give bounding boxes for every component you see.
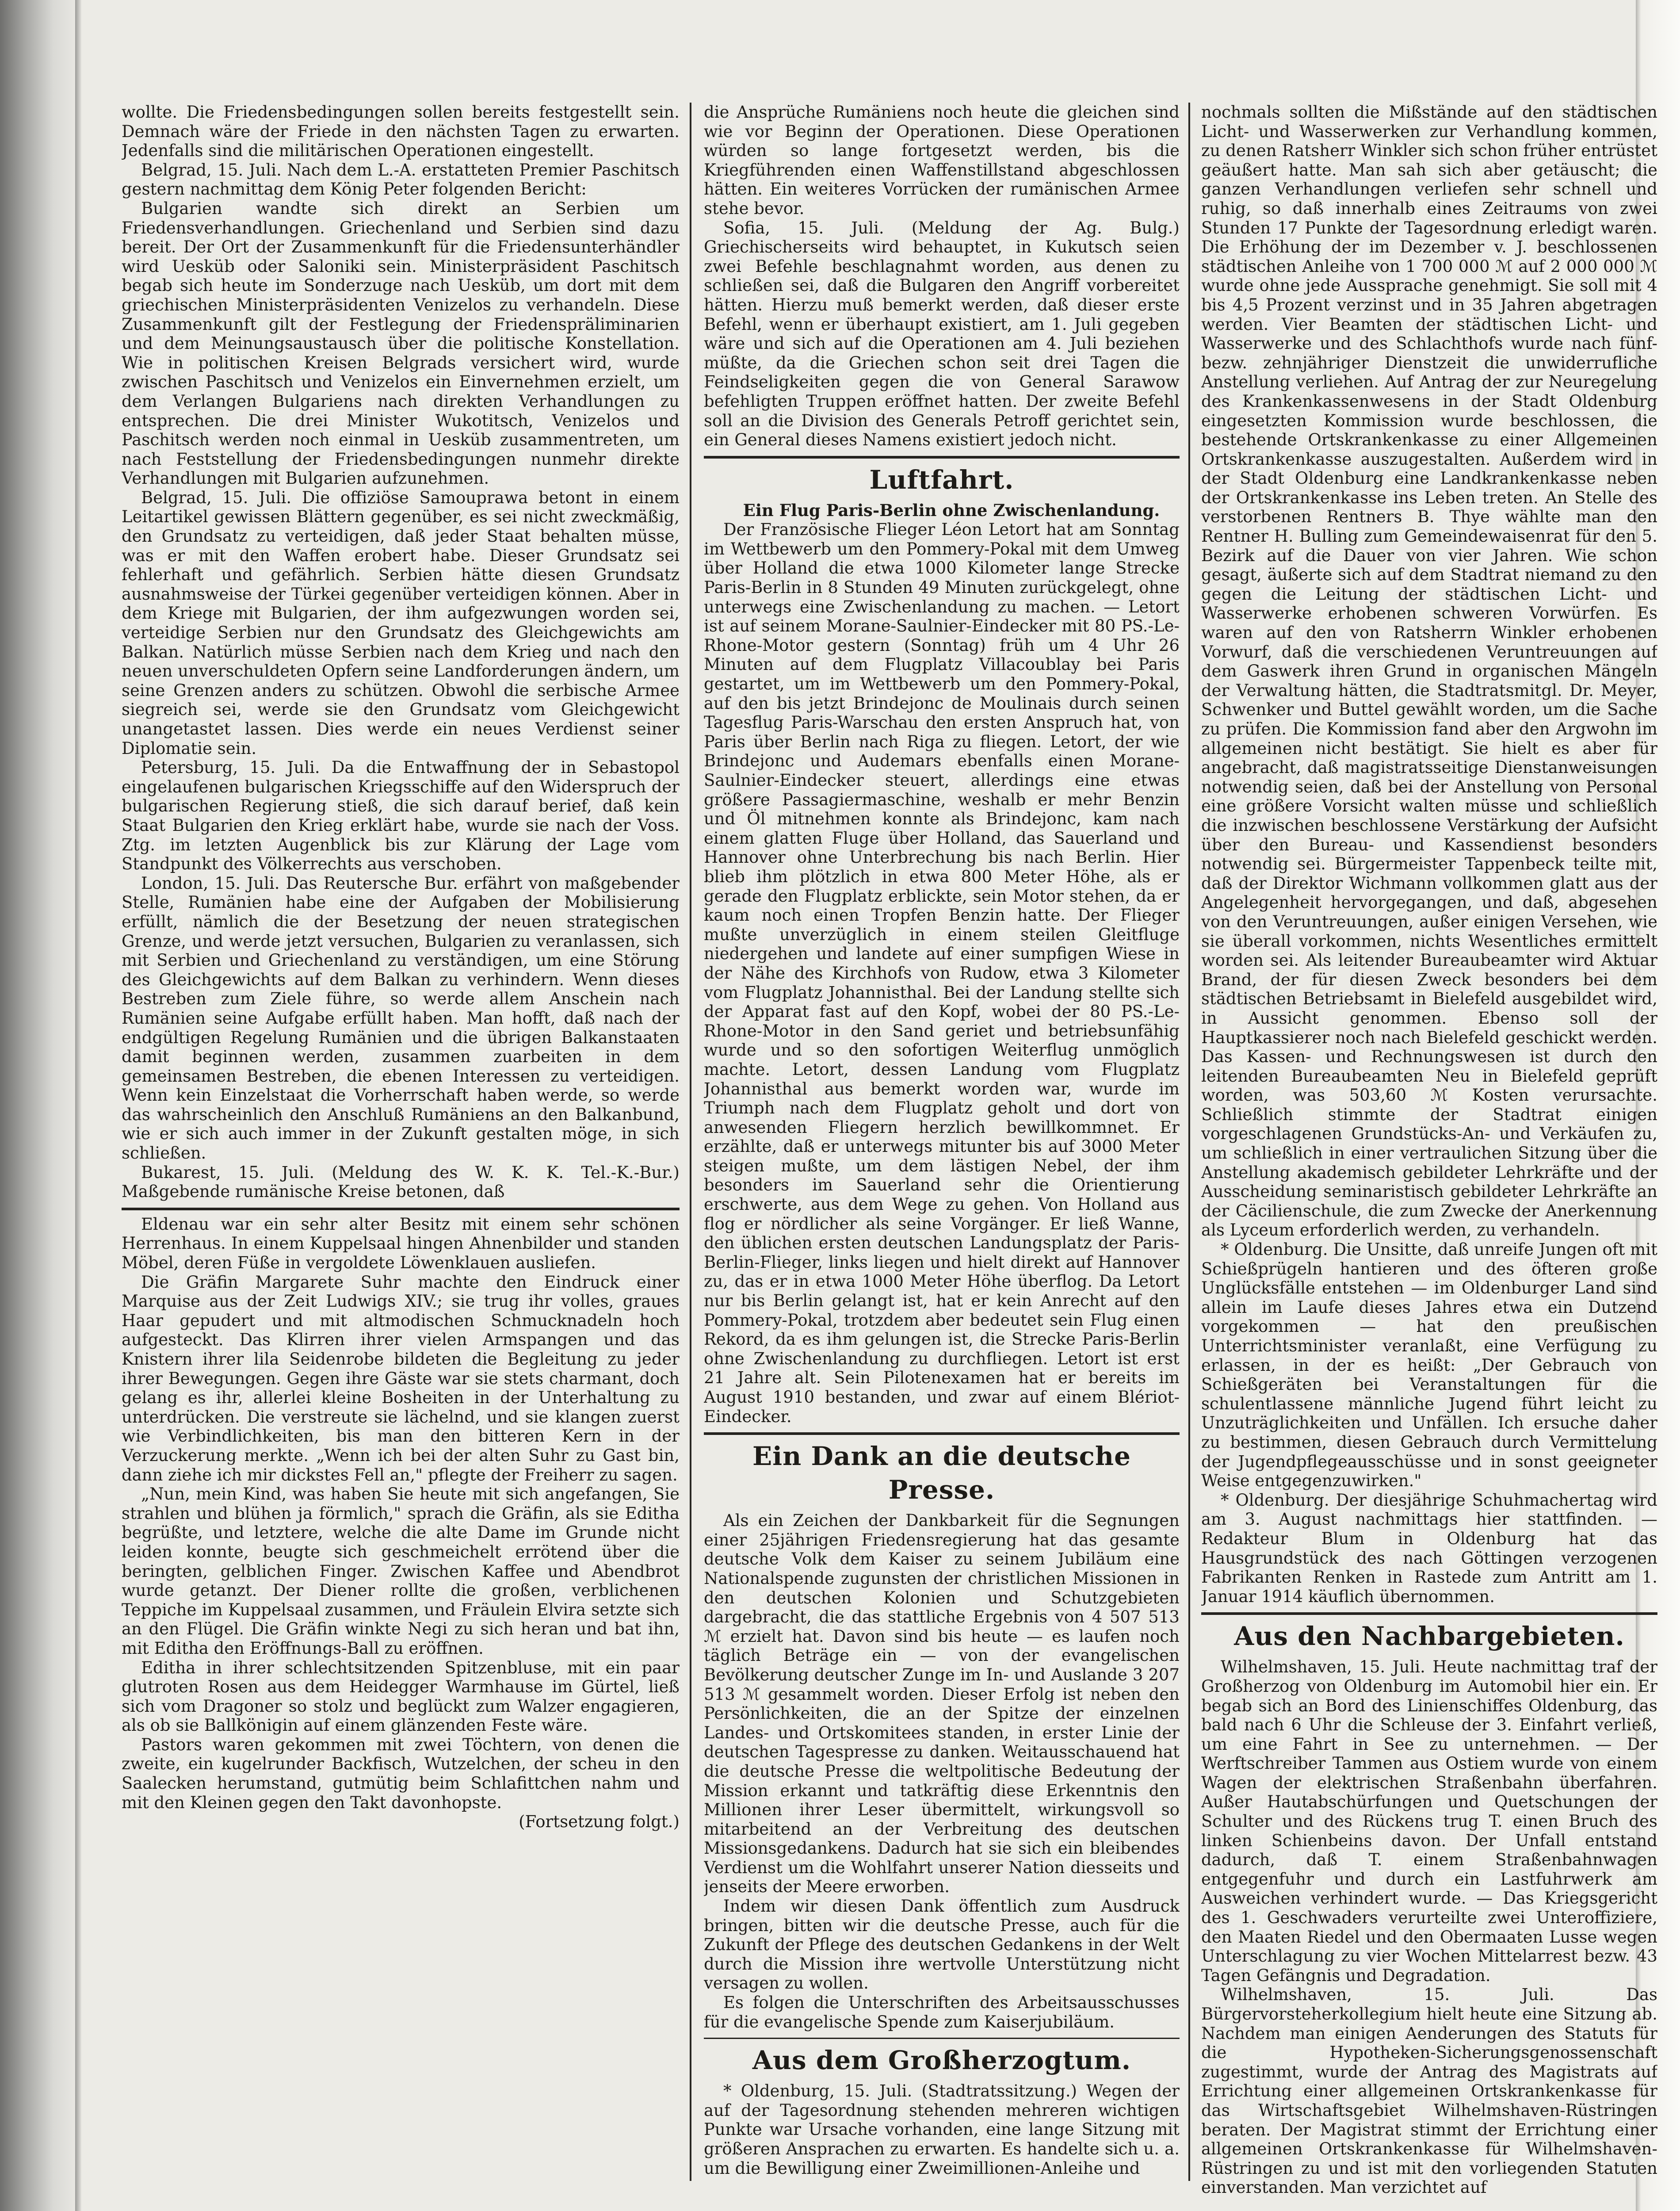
page-edge-shadow [75,0,81,2211]
paragraph: Bukarest, 15. Juli. (Meldung des W. K. K. Tel.-K.-Bur.) Maßgebende rumänische Kreise betonen, daß [122,1163,680,1201]
column-rule-left [690,103,691,2181]
column-3 [1201,103,1657,2211]
continued-note: (Fortsetzung folgt.) [519,1812,680,1832]
paragraph: Sofia, 15. Juli. (Meldung der Ag. Bulg.) Griechischerseits wird behauptet, in Kukutsch seien zwei Befehle beschlagnahmt worden, aus denen zu schließen sei, daß die Bulgaren den Angriff vorbereitet hätten. Hierzu muß bemerkt werden, daß dieser erste Befehl, wenn er überhaupt existiert, am 1. Juli gegeben wäre und sich auf die Operationen am 4. Juli beziehen müßte, da die Griechen schon seit drei Tagen die Feindseligkeiten gegen die von General Sarawow befehligten Truppen eröffnet hatten. Der zweite Befehl soll an die Division des Generals Petroff gerichtet sein, ein General dieses Namens existiert jedoch nicht. [704,218,1180,450]
section-heading-luftfahrt: Luftfahrt. [869,464,1014,495]
paragraph: die Ansprüche Rumäniens noch heute die gleichen sind wie vor Beginn der Operationen. Diese Operationen würden so lange fortgesetzt werden, bis die Kriegführenden einen Waffenstillstand abgeschlossen hätten. Ein weiteres Vorrücken der rumänischen Armee stehe bevor. [704,103,1180,218]
paragraph: Es folgen die Unterschriften des Arbeitsausschusses für die evangelische Spende zum Kaiserjubiläum. [704,1993,1180,2031]
paragraph: Als ein Zeichen der Dankbarkeit für die Segnungen einer 25jährigen Friedensregierung hat das gesamte deutsche Volk dem Kaiser zu seinem Jubiläum eine Nationalspende zugunsten der christlichen Missionen in den deutschen Kolonien und Schutzgebieten dargebracht, die das stattliche Ergebnis von 4 507 513 ℳ erzielt hat. Davon sind bis heute — es laufen noch täglich Beträge ein — von der evangelischen Bevölkerung deutscher Zunge im In- und Auslande 3 207 513 ℳ gesammelt worden. Dieser Erfolg ist neben den Persönlichkeiten, die an der Spitze der einzelnen Landes- und Ortskomitees standen, in erster Linie der deutschen Tagespresse zu danken. Weitausschauend hat die deutsche Presse die weltpolitische Bedeutung der Mission erkannt und tatkräftig diese Erkenntnis den Millionen ihrer Leser übermittelt, wirkungsvoll so mitarbeitend an der Verbreitung des deutschen Missionsgedankens. Dadurch hat sie sich ein bleibendes Verdienst um die Wohlfahrt unserer Nation diesseits und jenseits der Meere erworben. [704,1511,1180,1897]
section-divider [1201,1612,1657,1615]
section-heading-grossherzogtum: Aus dem Großherzogtum. [752,2045,1131,2076]
paragraph: Belgrad, 15. Juli. Die offiziöse Samouprawa betont in einem Leitartikel gewissen Blättern gegenüber, es sei nicht zweckmäßig, den Grundsatz zu verteidigen, daß jeder Staat behalten müsse, was er mit den Waffen erobert habe. Dieser Grundsatz sei fehlerhaft und gefährlich. Serbien hätte diesen Grundsatz ausnahmsweise der Türkei gegenüber verteidigen können. Aber in dem Kriege mit Bulgarien, der ihm aufgezwungen worden sei, verteidige Serbien nur den Grundsatz des Gleichgewichts am Balkan. Natürlich müsse Serbien nach dem Krieg und nach den neuen unverschuldeten Opfern seine Landforderungen ändern, um seine Grenzen anders zu schützen. Obwohl die serbische Armee siegreich sei, werde sie den Grundsatz vom Gleichgewicht unangetastet lassen. Dies werde ein neues Verdienst seiner Diplomatie sein. [122,488,680,758]
paragraph: Bulgarien wandte sich direkt an Serbien um Friedensverhandlungen. Griechenland und Serbien sind dazu bereit. Der Ort der Zusammenkunft für die Friedensunterhändler wird Uesküb oder Saloniki sein. Ministerpräsident Paschitsch begab sich heute im Sonderzuge nach Uesküb, um dort mit dem griechischen Ministerpräsidenten Venizelos zu verhandeln. Diese Zusammenkunft gilt der Festlegung der Friedenspräliminarien und dem Meinungsaustausch über die politische Konstellation. Wie in politischen Kreisen Belgrads versichert wird, wurde zwischen Paschitsch und Venizelos ein Einvernehmen erzielt, um dem Verlangen Bulgariens nach direkten Verhandlungen zu entsprechen. Die drei Minister Wukotitsch, Venizelos und Paschitsch werden noch einmal in Uesküb zusammentreten, um nach Feststellung der Friedensbedingungen nunmehr direkte Verhandlungen mit Bulgarien aufzunehmen. [122,199,680,488]
paragraph: Indem wir diesen Dank öffentlich zum Ausdruck bringen, bitten wir die deutsche Presse, auch für die Zukunft der Pflege des deutschen Gedankens in der Welt durch die Mission ihre wertvolle Unterstützung nicht versagen zu wollen. [704,1897,1180,1993]
section-divider [704,456,1180,459]
article-subheading: Ein Flug Paris-Berlin ohne Zwischenlandung. [743,500,1160,520]
section-divider [704,2038,1180,2039]
feuilleton-paragraph: „Nun, mein Kind, was haben Sie heute mit sich angefangen, Sie strahlen und blühen ja förmlich," sprach die Gräfin, als sie Editha begrüßte, und letztere, welche die alte Dame im Grunde nicht leiden konnte, beugte sich geschmeichelt errötend über die beringten, gelblichen Finger. Zwischen Kaffee und Abendbrot wurde getanzt. Der Diener rollte die großen, verblichenen Teppiche im Kuppelsaal zusammen, und Fräulein Elvira setzte sich an den Flügel. Die Gräfin winkte Negi zu sich heran und bat ihn, mit Editha den Eröffnungs-Ball zu eröffnen. [122,1484,680,1658]
paragraph: London, 15. Juli. Das Reutersche Bur. erfährt von maßgebender Stelle, Rumänien habe eine der Aufgaben der Mobilisierung erfüllt, nämlich die der Besetzung der neuen strategischen Grenze, und werde jetzt versuchen, Bulgarien zu veranlassen, sich mit Serbien und Griechenland zu verständigen, um eine Störung des Gleichgewichts auf dem Balkan zu verhindern. Wenn dieses Bestreben zum Ziele führe, so werde allem Anschein nach Rumänien seine Aufgabe erfüllt haben. Man hofft, daß nach der endgültigen Regelung Rumänien und die übrigen Balkanstaaten damit beginnen werden, zusammen zuarbeiten in dem gemeinsamen Bestreben, die ebenen Interessen zu verteidigen. Wenn kein Einzelstaat die Vorherrschaft haben werde, so werde das wahrscheinlich den Anschluß Rumäniens an den Balkanbund, wie er sich auch immer in der Zukunft gestalten möge, in sich schließen. [122,873,680,1163]
paragraph: nochmals sollten die Mißstände auf den städtischen Licht- und Wasserwerken zur Verhandlung kommen, zu denen Ratsherr Winkler sich schon früher entrüstet geäußert hatte. Man sah sich aber getäuscht; die ganzen Verhandlungen verliefen sehr schnell und ruhig, so daß innerhalb eines Zeitraums von zwei Stunden 17 Punkte der Tagesordnung erledigt waren. Die Erhöhung der im Dezember v. J. beschlossenen städtischen Anleihe von 1 700 000 ℳ auf 2 000 000 ℳ wurde ohne jede Aussprache genehmigt. Sie soll mit 4 bis 4,5 Prozent verzinst und in 35 Jahren abgetragen werden. Vier Beamten der städtischen Licht- und Wasserwerke und des Schlachthofs wurde nach fünf- bezw. zehnjähriger Dienstzeit die unwiderrufliche Anstellung verliehen. Auf Antrag der zur Neuregelung des Krankenkassenwesens in der Stadt Oldenburg eingesetzten Kommission wurde beschlossen, die bestehende Ortskrankenkasse zu einer Allgemeinen Ortskrankenkasse auszugestalten. Außerdem wird in der Stadt Oldenburg eine Landkrankenkasse neben der Ortskrankenkasse ins Leben treten. An Stelle des verstorbenen Rentners B. Thye wählte man den Rentner H. Bulling zum Gemeindewaisenrat für den 5. Bezirk auf die Dauer von vier Jahren. Wie schon gesagt, äußerte sich auf dem Stadtrat niemand zu den gegen die Leitung der städtischen Licht- und Wasserwerke erhobenen schweren Vorwürfen. Es waren auf den von Ratsherrn Winkler erhobenen Vorwurf, daß die verschiedenen Veruntreuungen auf dem Gaswerk ihren Grund in organischen Mängeln der Verwaltung hätten, die Stadtratsmitgl. Dr. Meyer, Schwenker und Buttel gewählt worden, um die Sache zu prüfen. Die Kommission fand aber den Argwohn im allgemeinen nicht bestätigt. Sie hielt es aber für angebracht, daß magistratsseitige Dienstanweisungen notwendig seien, daß bei der Anstellung von Personal eine größere Vorsicht walten müsse und schließlich die inzwischen beschlossene Verstärkung der Aufsicht über den Bureau- und Kassendienst besonders notwendig sei. Bürgermeister Tappenbeck teilte mit, daß der Direktor Wichmann vollkommen glatt aus der Angelegenheit hervorgegangen, und daß, abgesehen von den Veruntreuungen, außer einigen Versehen, wie sie überall vorkommen, nichts Wesentliches ermittelt worden sei. Als leitender Bureaubeamter wird Aktuar Brand, der für diesen Zweck besonders bei dem städtischen Betriebsamt in Bielefeld ausgebildet wird, in Aussicht genommen. Ebenso soll der Hauptkassierer noch nach Bielefeld geschickt werden. Das Kassen- und Rechnungswesen ist durch den leitenden Bureaubeamten Neu in Bielefeld geprüft worden, was 503,60 ℳ Kosten verursachte. Schließlich stimmte der Stadtrat einigen vorgeschlagenen Grundstücks-An- und Verkäufen zu, um schließlich in einer vertraulichen Sitzung über die Anstellung akademisch gebildeter Lehrkräfte und der Ausscheidung seminaristisch gebildeter Lehrkräfte an der Cäcilienschule, die zum Zwecke der Anerkennung als Lyceum erforderlich werden, zu verhandeln. [1201,103,1657,1240]
paragraph: Wilhelmshaven, 15. Juli. Heute nachmittag traf der Großherzog von Oldenburg im Automobil hier ein. Er begab sich an Bord des Linienschiffes Oldenburg, das bald nach 6 Uhr die Schleuse der 3. Einfahrt verließ, um eine Fahrt in See zu unternehmen. — Der Werftschreiber Tammen aus Ostiem wurde von einem Wagen der elektrischen Straßenbahn überfahren. Außer Hautabschürfungen und Quetschungen der Schulter und des Rückens trug T. einen Bruch des linken Schienbeins davon. Der Unfall entstand dadurch, daß T. einem Straßenbahnwagen entgegenfuhr und durch ein Lastfuhrwerk am Ausweichen verhindert wurde. — Das Kriegsgericht des 1. Geschwaders verurteilte zwei Unteroffiziere, den Maaten Riedel und den Obermaaten Lusse wegen Unterschlagung zu vier Wochen Mittelarrest bezw. 43 Tagen Gefängnis und Degradation. [1201,1657,1657,1985]
column-rule-right [1188,103,1190,2181]
feuilleton-divider [122,1208,680,1210]
section-heading-dank: Ein Dank an die deutsche Presse. [752,1441,1131,1505]
paragraph: Wilhelmshaven, 15. Juli. Das Bürgervorsteherkollegium hielt heute eine Sitzung ab. Nachdem man einigen Aenderungen des Statuts für die Hypotheken-Sicherungsgenossenschaft zugestimmt, wurde der Antrag des Magistrats auf Errichtung einer allgemeinen Ortskrankenkasse für das Wirtschaftsgebiet Wilhelmshaven-Rüstringen beraten. Der Magistrat stimmt der Errichtung einer allgemeinen Ortskrankenkasse für Wilhelmshaven-Rüstringen zu und ist mit den vorliegenden Statuten einverstanden. Man verzichtet auf [1201,1985,1657,2197]
feuilleton-paragraph: Editha in ihrer schlechtsitzenden Spitzenbluse, mit ein paar glutroten Rosen aus dem Heidegger Warmhause im Gürtel, ließ sich vom Dragoner so stolz und beglückt zum Walzer engagieren, als ob sie Ballkönigin auf einem glänzenden Feste wäre. [122,1658,680,1735]
paragraph: * Oldenburg, 15. Juli. (Stadtratssitzung.) Wegen der auf der Tagesordnung stehenden mehreren wichtigen Punkte war Ursache vorhanden, eine lange Sitzung mit größeren Ansprachen zu erwarten. Es handelte sich u. a. um die Bewilligung einer Zweimillionen-Anleihe und [704,2081,1180,2178]
column-1 [122,103,680,2211]
paragraph: Der Französische Flieger Léon Letort hat am Sonntag im Wettbewerb um den Pommery-Pokal mit dem Umweg über Holland die etwa 1000 Kilometer lange Strecke Paris-Berlin in 8 Stunden 49 Minuten zurückgelegt, ohne unterwegs eine Zwischenlandung zu machen. — Letort ist auf seinem Morane-Saulnier-Eindecker mit 80 PS.-Le-Rhone-Motor gestern (Sonntag) früh um 4 Uhr 26 Minuten auf dem Flugplatz Villacoublay bei Paris gestartet, um im Wettbewerb um den Pommery-Pokal, auf den bis jetzt Brindejonc de Moulinais durch seinen Tagesflug Paris-Warschau den ersten Anspruch hat, von Paris über Berlin nach Riga zu fliegen. Letort, der wie Brindejonc und Audemars ebenfalls einen Morane-Saulnier-Eindecker steuert, allerdings eine etwas größere Passagiermaschine, weshalb er mehr Benzin und Öl mitnehmen konnte als Brindejonc, kam nach einem glatten Fluge über Holland, das Sauerland und Hannover ohne Unterbrechung bis nach Berlin. Hier blieb ihm plötzlich in etwa 800 Meter Höhe, als er gerade den Flugplatz erblickte, sein Motor stehen, da er kaum noch einen Tropfen Benzin hatte. Der Flieger mußte unverzüglich in einem steilen Gleitfluge niedergehen und landete auf einer sumpfigen Wiese in der Nähe des Kirchhofs von Rudow, etwa 3 Kilometer vom Flugplatz Johannisthal. Bei der Landung stellte sich der Apparat fast auf den Kopf, wobei der 80 PS.-Le-Rhone-Motor in den Sand geriet und betriebsunfähig wurde und so den sofortigen Weiterflug unmöglich machte. Letort, dessen Landung vom Flugplatz Johannisthal aus bemerkt worden war, wurde im Triumph nach dem Flugplatz geholt und dort von anwesenden Fliegern herzlich bewillkommnet. Er erzählte, daß er unterwegs mitunter bis auf 3000 Meter steigen mußte, um dem lästigen Nebel, der ihm besonders im Sauerland sehr die Orientierung erschwerte, aus dem Wege zu gehen. Von Holland aus flog er nördlicher als seine Vorgänger. Er ließ Wanne, den üblichen ersten deutschen Landungsplatz der Paris-Berlin-Flieger, links liegen und hielt direkt auf Hannover zu, das er in etwa 1000 Meter Höhe überflog. Da Letort nur bis Berlin gelangt ist, hat er kein Anrecht auf den Pommery-Pokal, trotzdem aber bedeutet sein Flug einen Rekord, da es ihm gelungen ist, die Strecke Paris-Berlin ohne Zwischenlandung zu durchfliegen. Letort ist erst 21 Jahre alt. Sein Pilotenexamen hat er bereits im August 1910 bestanden, und zwar auf einem Blériot-Eindecker. [704,520,1180,1426]
paragraph: * Oldenburg. Der diesjährige Schuhmachertag wird am 3. August nachmittags hier stattfinden. — Redakteur Blum in Oldenburg hat das Hausgrundstück des nach Göttingen verzogenen Fabrikanten Renken in Rastede zum Antritt am 1. Januar 1914 käuflich übernommen. [1201,1490,1657,1606]
column-2 [704,103,1180,2211]
feuilleton-paragraph: Pastors waren gekommen mit zwei Töchtern, von denen die zweite, ein kugelrunder Backfisch, Wutzelchen, der scheu in den Saalecken herumstand, gutmütig beim Schlafittchen nahm und mit den Kleinen gegen den Takt davonhopste. [122,1735,680,1812]
paragraph: wollte. Die Friedensbedingungen sollen bereits festgestellt sein. Demnach wäre der Friede in den nächsten Tagen zu erwarten. Jedenfalls sind die militärischen Operationen eingestellt. [122,103,680,161]
paragraph: * Oldenburg. Die Unsitte, daß unreife Jungen oft mit Schießprügeln hantieren und des öfteren große Unglücksfälle entstehen — im Oldenburger Land sind allein im Laufe dieses Jahres etwa ein Dutzend vorgekommen — hat den preußischen Unterrichtsminister veranlaßt, eine Verfügung zu erlassen, in der es heißt: „Der Gebrauch von Schießgeräten bei Veranstaltungen für die schulentlassene männliche Jugend führt leicht zu Unzuträglichkeiten und Unfällen. Ich ersuche daher zu bestimmen, diesen Gebrauch durch Vermittelung der Jugendpflegeausschüsse und in sonst geeigneter Weise entgegenzuwirken." [1201,1240,1657,1491]
section-divider [704,1432,1180,1435]
section-heading-nachbargebiete: Aus den Nachbargebieten. [1234,1621,1625,1652]
feuilleton-paragraph: Die Gräfin Margarete Suhr machte den Eindruck einer Marquise aus der Zeit Ludwigs XIV.; sie trug ihr volles, graues Haar gepudert und mit altmodischen Schmucknadeln hoch aufgesteckt. Das Klirren ihrer vielen Armspangen und das Knistern ihrer lila Seidenrobe bildeten die Begleitung zu jeder ihrer Bewegungen. Gegen ihre Gäste war sie stets charmant, doch gelang es ihr, allerlei kleine Bosheiten in der Unterhaltung zu unterdrücken. Die verstreute sie lächelnd, und sie klangen zuerst wie Verbindlichkeiten, bis man den bitteren Kern in der Verzuckerung merkte. „Wenn ich bei der alten Suhr zu Gast bin, dann ziehe ich mir dickstes Fell an," pflegte der Freiherr zu sagen. [122,1272,680,1484]
paragraph: Petersburg, 15. Juli. Da die Entwaffnung der in Sebastopol eingelaufenen bulgarischen Kriegsschiffe auf den Widerspruch der bulgarischen Regierung stieß, die sich darauf berief, daß kein Staat Bulgarien den Krieg erklärt habe, wurde sie nach der Voss. Ztg. im letzten Augenblick bis zur Klärung der Lage vom Standpunkt des Völkerrechts aus verschoben. [122,758,680,874]
paragraph: Belgrad, 15. Juli. Nach dem L.-A. erstatteten Premier Paschitsch gestern nachmittag dem König Peter folgenden Bericht: [122,160,680,199]
feuilleton-paragraph: Eldenau war ein sehr alter Besitz mit einem sehr schönen Herrenhaus. In einem Kuppelsaal hingen Ahnenbilder und standen Möbel, deren Füße in vergoldete Löwenklauen ausliefen. [122,1214,680,1273]
